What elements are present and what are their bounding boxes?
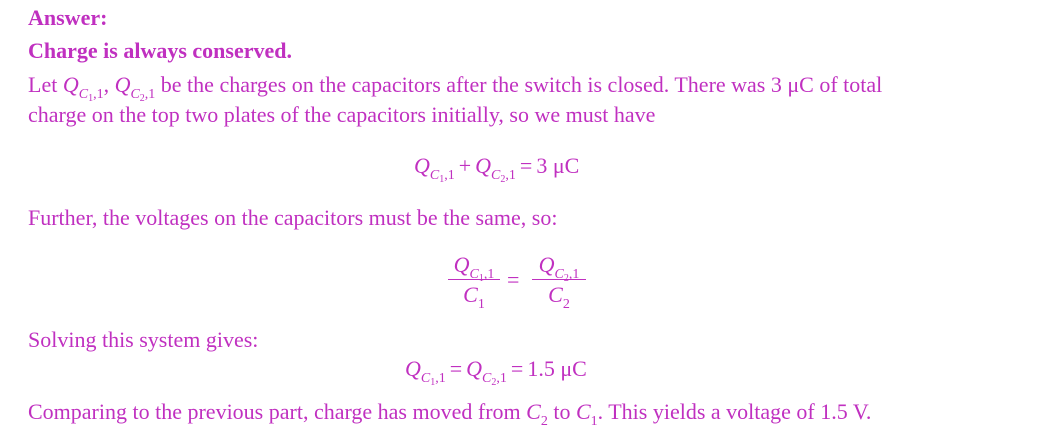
paragraph-intro-line1: Let $Q_{C_1,1}$, $Q_{C_2,1}$ be the charges on the capacitors after the switch is closed. There was 3 μC of total [28, 72, 883, 104]
equation-solution: $Q_{C_1,1} = Q_{C_2,1} = 1.5$ μC [405, 356, 587, 388]
text-rest: be the charges on the capacitors after the switch is closed. There was 3 μC of total [155, 72, 883, 97]
text-let: Let [28, 72, 63, 97]
var-q: Q [62, 72, 79, 97]
fraction-equals: = [507, 267, 520, 292]
fraction-right: $Q_{C_2,1}$ $C_2$ [532, 252, 586, 308]
sub-c1-1: C1,1 [78, 87, 104, 104]
subtitle-heading: Charge is always conserved. [28, 38, 292, 63]
paragraph-conclusion: Comparing to the previous part, charge has moved from $C_2$ to $C_1$. This yields a voltage of 1.5 V. [28, 399, 872, 429]
paragraph-intro-line2: charge on the top two plates of the capacitors initially, so we must have [28, 102, 656, 127]
paragraph-voltage: Further, the voltages on the capacitors must be the same, so: [28, 205, 558, 230]
equation-charge-sum: $Q_{C_1,1} + Q_{C_2,1} = 3$ μC [414, 153, 580, 185]
answer-heading: Answer: [28, 5, 108, 30]
fraction-left: $Q_{C_1,1}$ $C_1$ [448, 252, 500, 308]
eq1-rhs: 3 μC [536, 153, 580, 178]
eq3-rhs: 1.5 μC [527, 356, 587, 381]
sub-c2-1: C2,1 [130, 87, 156, 104]
paragraph-solving: Solving this system gives: [28, 327, 259, 352]
var-q: Q [114, 72, 131, 97]
